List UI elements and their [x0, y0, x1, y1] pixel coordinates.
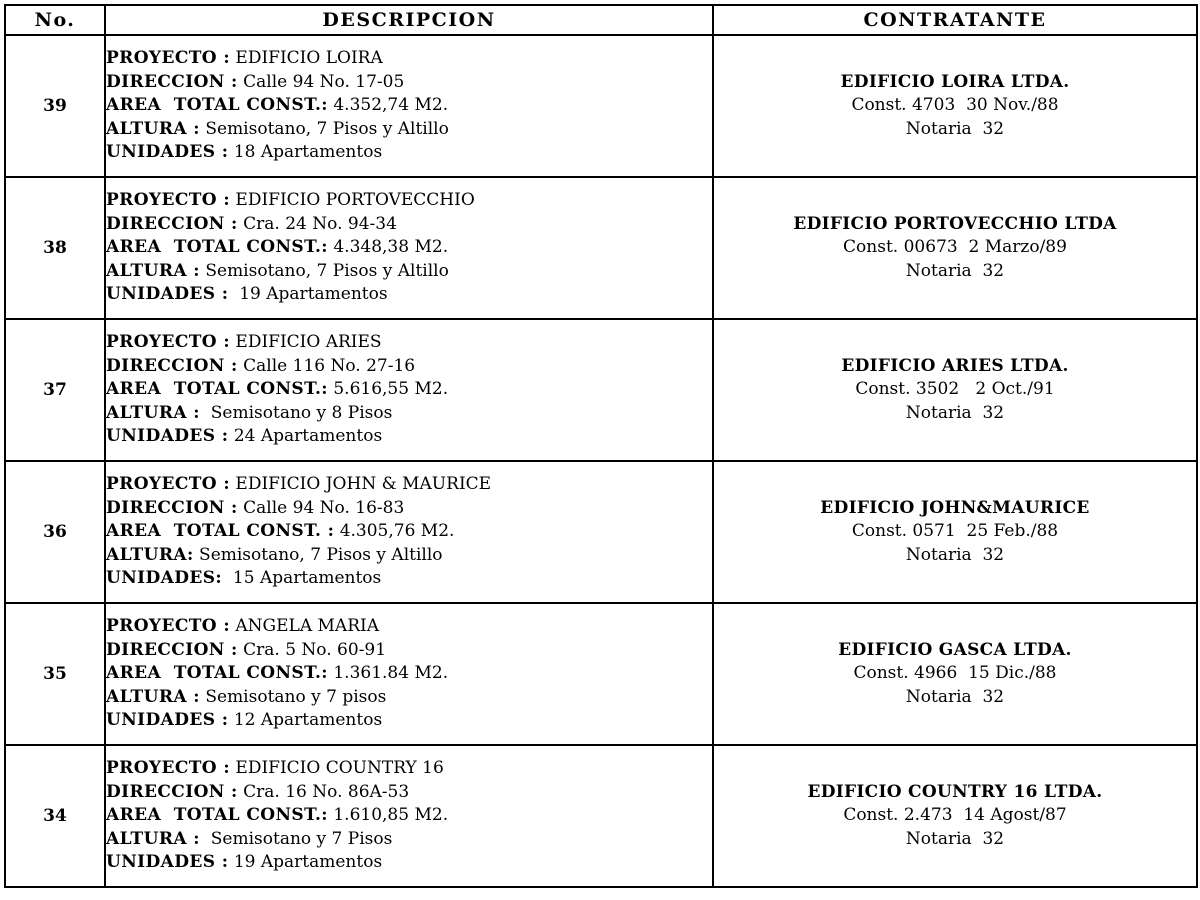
unidades-value: 12 Apartamentos: [233, 710, 383, 731]
row-contratante: [713, 603, 1197, 745]
contratante-notaria: Notaria 32: [905, 118, 1005, 139]
contratante-name: EDIFICIO COUNTRY 16 LTDA.: [807, 781, 1103, 802]
direccion-value: Cra. 24 No. 94-34: [243, 213, 397, 234]
area-label: AREA TOTAL CONST.:: [106, 95, 328, 116]
row-description: [105, 319, 713, 461]
row-contratante: [713, 177, 1197, 319]
altura-line: [106, 402, 712, 426]
unidades-label: UNIDADES :: [106, 710, 229, 731]
proyecto-line: [106, 615, 712, 639]
row-number: 34: [5, 745, 105, 887]
direccion-line: [106, 71, 712, 95]
area-label: AREA TOTAL CONST.:: [106, 663, 328, 684]
contratante-const: Const. 4703 30 Nov./88: [851, 95, 1059, 116]
row-number: 39: [5, 35, 105, 177]
direccion-value: Cra. 16 No. 86A-53: [243, 781, 410, 802]
unidades-value: 15 Apartamentos: [227, 568, 382, 589]
unidades-value: 19 Apartamentos: [233, 852, 383, 873]
direccion-label: DIRECCION :: [106, 497, 238, 518]
contratante-name: EDIFICIO GASCA LTDA.: [838, 639, 1072, 660]
direccion-line: [106, 355, 712, 379]
contratante-name: EDIFICIO LOIRA LTDA.: [840, 71, 1070, 92]
contratante-notaria: Notaria 32: [905, 402, 1005, 423]
projects-table: [4, 4, 1198, 888]
contratante-name: EDIFICIO PORTOVECCHIO LTDA: [793, 213, 1117, 234]
altura-line: [106, 686, 712, 710]
proyecto-value: EDIFICIO COUNTRY 16: [235, 758, 444, 779]
row-contratante: [713, 319, 1197, 461]
altura-value: Semisotano, 7 Pisos y Altillo: [205, 260, 449, 281]
proyecto-label: PROYECTO :: [106, 758, 230, 779]
unidades-line: [106, 425, 712, 449]
proyecto-line: [106, 331, 712, 355]
table-body: [5, 35, 1197, 887]
proyecto-label: PROYECTO :: [106, 190, 230, 211]
unidades-line: [106, 709, 712, 733]
proyecto-value: EDIFICIO JOHN & MAURICE: [235, 474, 492, 495]
altura-label: ALTURA :: [106, 402, 200, 423]
altura-value: Semisotano y 7 Pisos: [205, 828, 393, 849]
direccion-value: Calle 116 No. 27-16: [243, 355, 416, 376]
altura-label: ALTURA :: [106, 828, 200, 849]
altura-line: [106, 260, 712, 284]
direccion-line: [106, 781, 712, 805]
unidades-line: [106, 141, 712, 165]
direccion-value: Calle 94 No. 17-05: [243, 71, 405, 92]
row-number: 35: [5, 603, 105, 745]
area-value: 4.305,76 M2.: [339, 521, 455, 542]
contratante-notaria: Notaria 32: [905, 686, 1005, 707]
proyecto-value: EDIFICIO PORTOVECCHIO: [235, 190, 475, 211]
row-contratante: [713, 745, 1197, 887]
unidades-label: UNIDADES:: [106, 568, 223, 589]
unidades-label: UNIDADES :: [106, 142, 229, 163]
contratante-name: EDIFICIO JOHN&MAURICE: [820, 497, 1090, 518]
proyecto-label: PROYECTO :: [106, 48, 230, 69]
proyecto-value: EDIFICIO ARIES: [235, 332, 382, 353]
header-descripcion: DESCRIPCION: [105, 5, 713, 35]
table-row: [5, 35, 1197, 177]
contratante-name: EDIFICIO ARIES LTDA.: [841, 355, 1069, 376]
unidades-line: [106, 851, 712, 875]
unidades-label: UNIDADES :: [106, 852, 229, 873]
area-line: [106, 378, 712, 402]
altura-label: ALTURA :: [106, 118, 200, 139]
table-row: [5, 603, 1197, 745]
row-description: [105, 461, 713, 603]
proyecto-label: PROYECTO :: [106, 616, 230, 637]
direccion-label: DIRECCION :: [106, 71, 238, 92]
area-line: [106, 804, 712, 828]
row-description: [105, 745, 713, 887]
area-label: AREA TOTAL CONST.:: [106, 805, 328, 826]
header-contratante: CONTRATANTE: [713, 5, 1197, 35]
row-description: [105, 603, 713, 745]
header-no: No.: [5, 5, 105, 35]
area-line: [106, 520, 712, 544]
table-row: [5, 319, 1197, 461]
proyecto-value: EDIFICIO LOIRA: [235, 48, 383, 69]
direccion-label: DIRECCION :: [106, 355, 238, 376]
proyecto-line: [106, 189, 712, 213]
contratante-notaria: Notaria 32: [905, 260, 1005, 281]
altura-label: ALTURA :: [106, 260, 200, 281]
proyecto-line: [106, 757, 712, 781]
unidades-value: 24 Apartamentos: [233, 426, 383, 447]
area-value: 4.348,38 M2.: [333, 237, 449, 258]
area-value: 4.352,74 M2.: [333, 95, 449, 116]
contratante-notaria: Notaria 32: [905, 544, 1005, 565]
area-label: AREA TOTAL CONST.:: [106, 379, 328, 400]
table-row: [5, 461, 1197, 603]
contratante-notaria: Notaria 32: [905, 828, 1005, 849]
area-line: [106, 94, 712, 118]
header-row: [5, 5, 1197, 35]
altura-value: Semisotano y 7 pisos: [205, 686, 387, 707]
altura-value: Semisotano, 7 Pisos y Altillo: [205, 118, 449, 139]
contratante-const: Const. 2.473 14 Agost/87: [843, 805, 1067, 826]
row-description: [105, 177, 713, 319]
proyecto-value: ANGELA MARIA: [235, 616, 379, 637]
row-description: [105, 35, 713, 177]
altura-value: Semisotano, 7 Pisos y Altillo: [199, 544, 443, 565]
direccion-label: DIRECCION :: [106, 213, 238, 234]
area-label: AREA TOTAL CONST.:: [106, 237, 328, 258]
area-value: 1.610,85 M2.: [333, 805, 449, 826]
direccion-label: DIRECCION :: [106, 639, 238, 660]
area-label: AREA TOTAL CONST. :: [106, 521, 335, 542]
contratante-const: Const. 4966 15 Dic./88: [853, 663, 1057, 684]
table-row: [5, 745, 1197, 887]
unidades-value: 19 Apartamentos: [233, 284, 388, 305]
proyecto-line: [106, 47, 712, 71]
area-line: [106, 236, 712, 260]
unidades-label: UNIDADES :: [106, 284, 229, 305]
direccion-line: [106, 213, 712, 237]
altura-value: Semisotano y 8 Pisos: [205, 402, 393, 423]
table-header: [5, 5, 1197, 35]
document-page: [4, 4, 1196, 897]
direccion-line: [106, 639, 712, 663]
row-contratante: [713, 35, 1197, 177]
row-number: 38: [5, 177, 105, 319]
altura-line: [106, 828, 712, 852]
altura-line: [106, 118, 712, 142]
proyecto-label: PROYECTO :: [106, 474, 230, 495]
proyecto-line: [106, 473, 712, 497]
proyecto-label: PROYECTO :: [106, 332, 230, 353]
row-number: 36: [5, 461, 105, 603]
direccion-label: DIRECCION :: [106, 781, 238, 802]
unidades-label: UNIDADES :: [106, 426, 229, 447]
area-value: 5.616,55 M2.: [333, 379, 449, 400]
area-value: 1.361.84 M2.: [333, 663, 449, 684]
altura-line: [106, 544, 712, 568]
row-contratante: [713, 461, 1197, 603]
unidades-line: [106, 283, 712, 307]
direccion-value: Calle 94 No. 16-83: [243, 497, 405, 518]
contratante-const: Const. 00673 2 Marzo/89: [843, 237, 1067, 258]
altura-label: ALTURA:: [106, 544, 194, 565]
unidades-value: 18 Apartamentos: [233, 142, 383, 163]
contratante-const: Const. 0571 25 Feb./88: [851, 521, 1059, 542]
contratante-const: Const. 3502 2 Oct./91: [855, 379, 1055, 400]
table-row: [5, 177, 1197, 319]
unidades-line: [106, 567, 712, 591]
direccion-value: Cra. 5 No. 60-91: [243, 639, 387, 660]
row-number: 37: [5, 319, 105, 461]
direccion-line: [106, 497, 712, 521]
altura-label: ALTURA :: [106, 686, 200, 707]
area-line: [106, 662, 712, 686]
